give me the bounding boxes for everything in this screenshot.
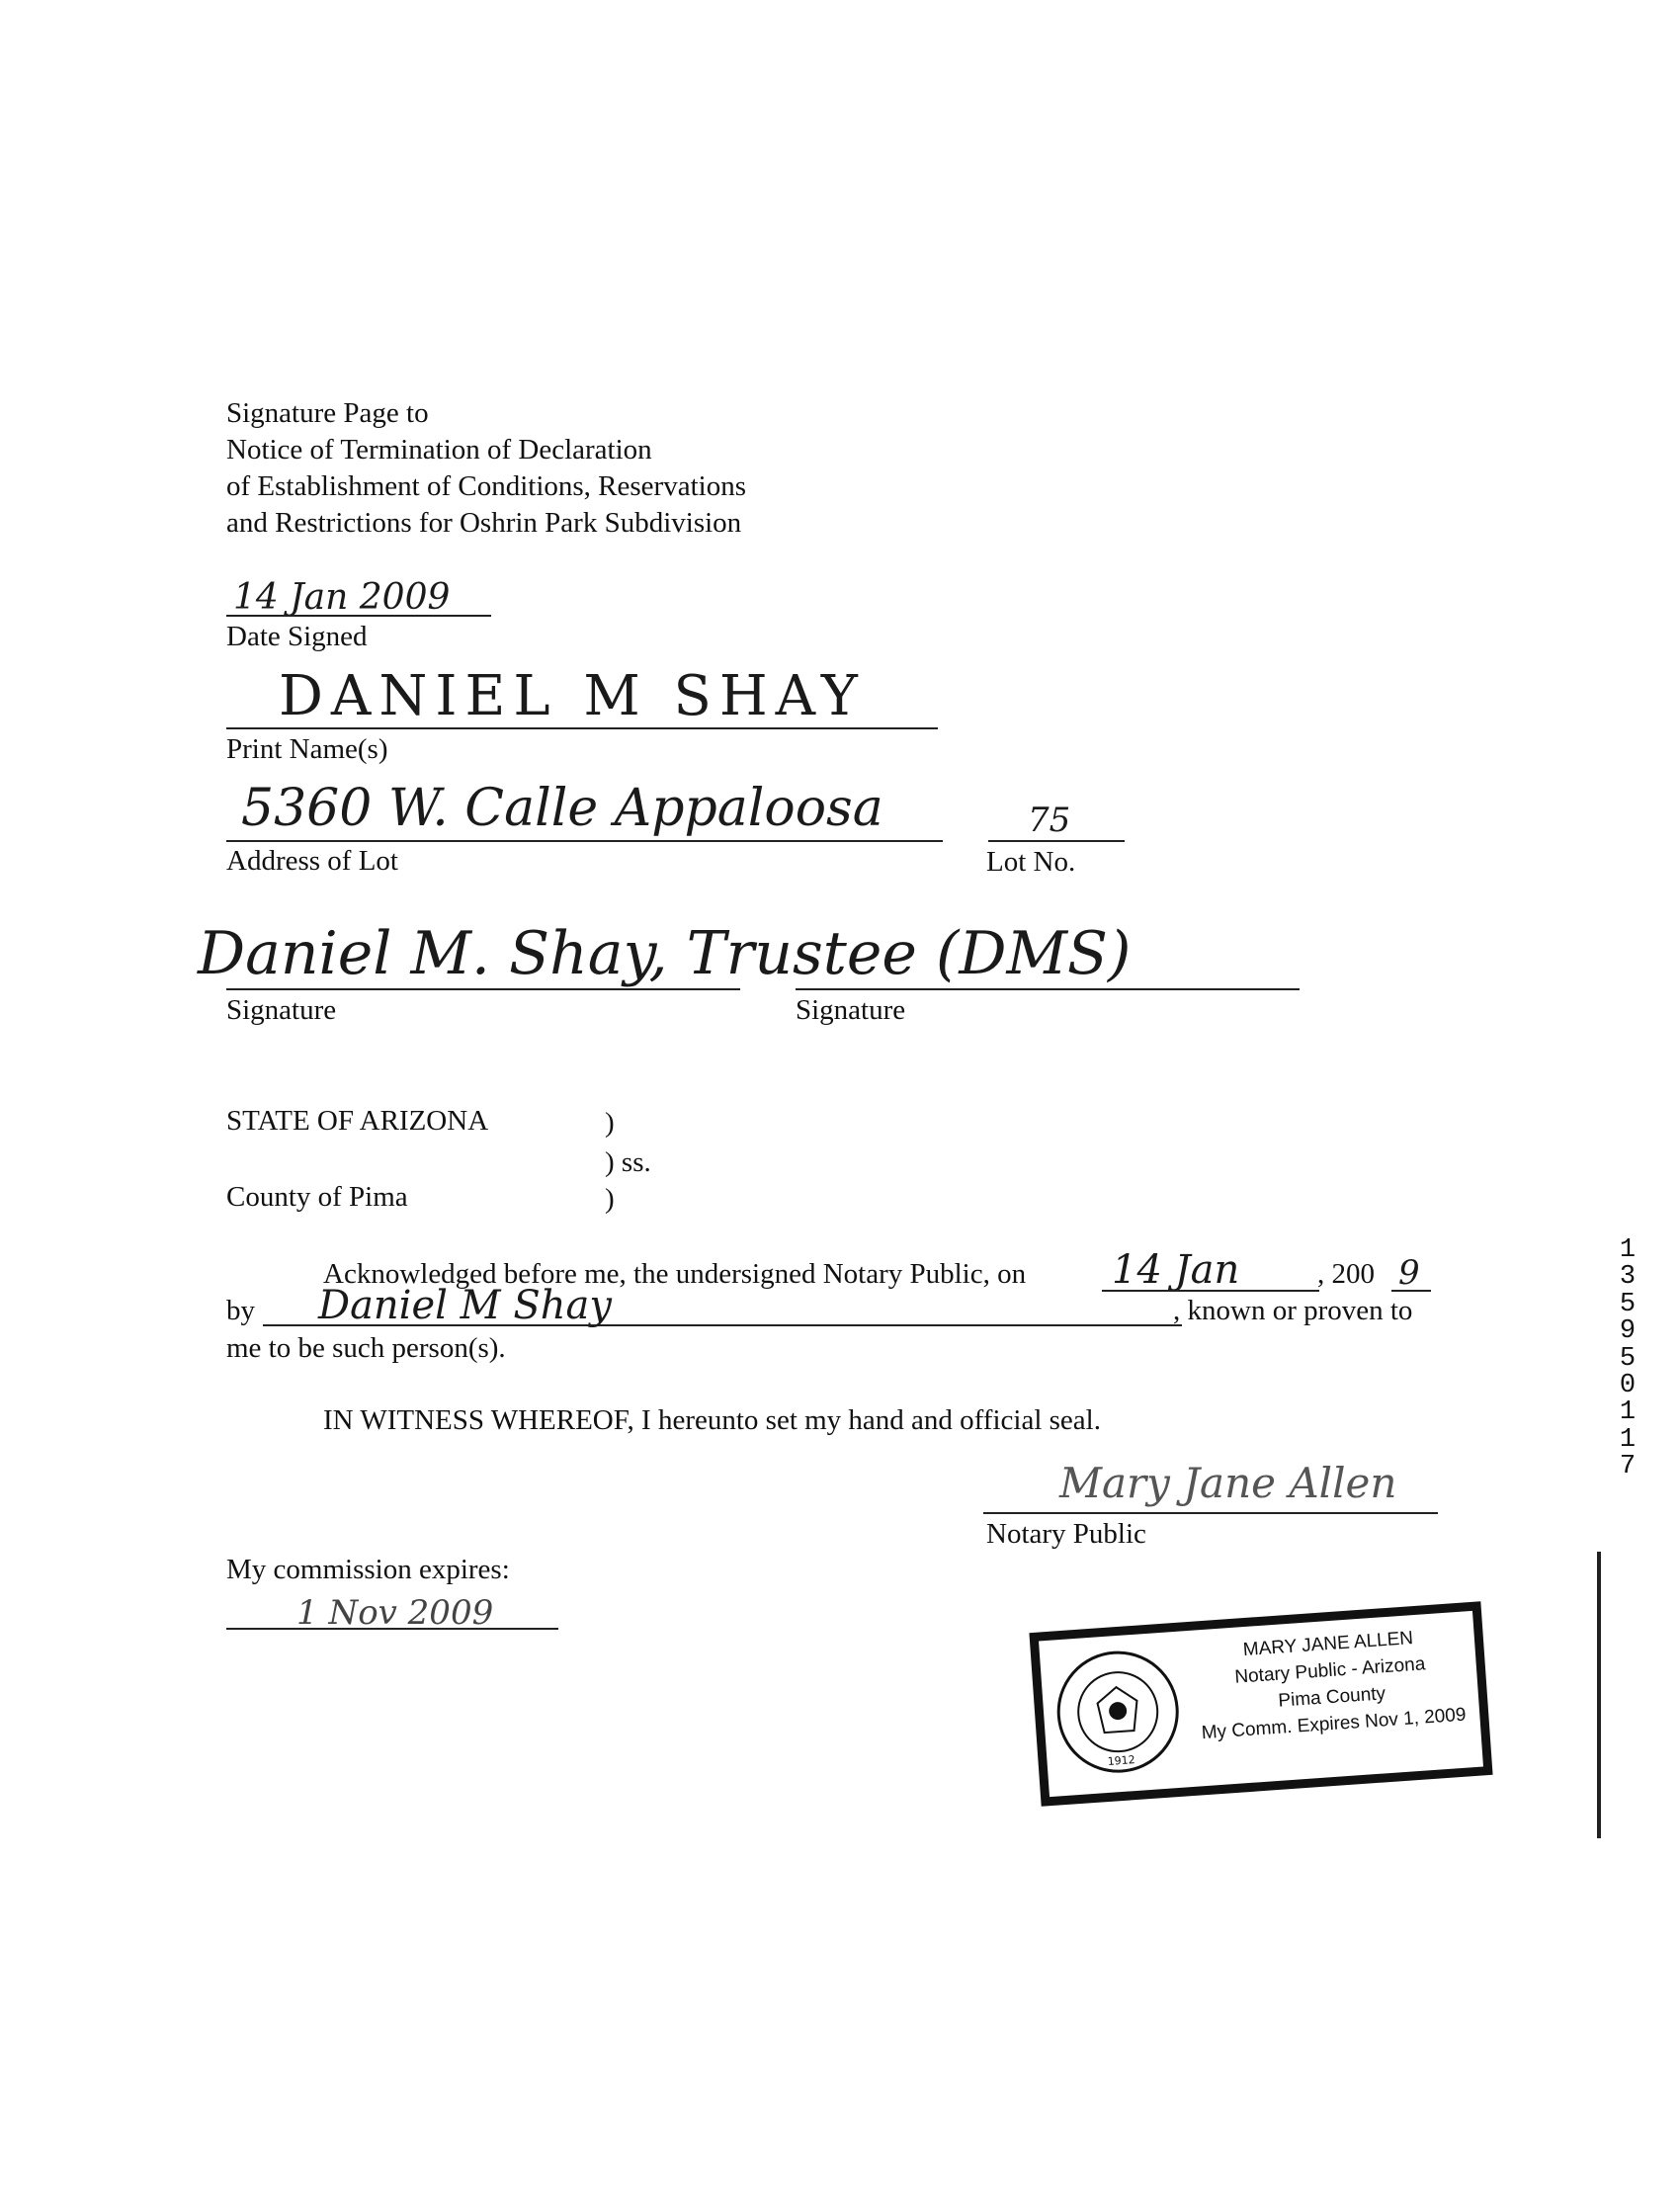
ack-year-line [1391, 1290, 1431, 1292]
signature-line-2 [796, 988, 1300, 990]
print-name-label: Print Name(s) [226, 733, 388, 765]
stamp-expires: My Comm. Expires Nov 1, 2009 [1201, 1704, 1468, 1744]
owner-signature: Daniel M. Shay, Trustee (DMS) [198, 919, 1132, 988]
signature-label-1: Signature [226, 994, 337, 1026]
state-label: STATE OF ARIZONA [226, 1105, 489, 1137]
ack-date-value: 14 Jan [1112, 1247, 1240, 1293]
ack-text-start: Acknowledged before me, the undersigned Notary Public, on [323, 1258, 1027, 1290]
county-label: County of Pima [226, 1181, 408, 1213]
stamp-title: Notary Public - Arizona [1233, 1653, 1426, 1688]
notary-stamp [1029, 1601, 1492, 1807]
date-signed-line [226, 615, 491, 617]
commission-line [226, 1628, 558, 1630]
venue-paren-3: ) [605, 1183, 615, 1215]
arizona-seal-icon [1050, 1644, 1187, 1781]
print-name-line [226, 727, 938, 729]
signature-line-1 [226, 988, 740, 990]
lot-no-line [988, 840, 1125, 842]
heading-line-2: Notice of Termination of Declaration [226, 434, 652, 465]
witness-text: IN WITNESS WHEREOF, I hereunto set my hand and official seal. [323, 1404, 1101, 1436]
document-heading [226, 395, 746, 542]
commission-label: My commission expires: [226, 1554, 510, 1585]
address-value: 5360 W. Calle Appaloosa [241, 779, 883, 838]
stamp-county: Pima County [1277, 1683, 1386, 1712]
heading-line-4: and Restrictions for Oshrin Park Subdivision [226, 507, 742, 539]
ack-by-value: Daniel M Shay [318, 1283, 612, 1328]
signature-label-2: Signature [796, 994, 906, 1026]
print-name-value: DANIEL M SHAY [279, 664, 866, 728]
ack-year-value: 9 [1398, 1253, 1420, 1293]
stamp-text [1179, 1621, 1482, 1748]
notary-label: Notary Public [986, 1518, 1146, 1550]
venue-paren-ss: ) ss. [605, 1146, 651, 1178]
address-line [226, 840, 943, 842]
date-signed-value: 14 Jan 2009 [233, 577, 451, 618]
date-signed-label: Date Signed [226, 621, 368, 652]
ack-line-2: me to be such person(s). [226, 1332, 506, 1364]
notary-signature: Mary Jane Allen [1059, 1459, 1397, 1507]
ack-date-line [1102, 1290, 1319, 1292]
heading-line-1: Signature Page to [226, 397, 429, 429]
scan-edge-mark [1597, 1552, 1601, 1838]
recording-number: 13595 0117 [1619, 1235, 1637, 1482]
seal-year: 1912 [1107, 1753, 1136, 1768]
lot-no-label: Lot No. [986, 846, 1076, 878]
heading-line-3: of Establishment of Conditions, Reservations [226, 470, 746, 502]
stamp-name: MARY JANE ALLEN [1242, 1628, 1414, 1661]
ack-by-label: by [226, 1295, 255, 1326]
commission-value: 1 Nov 2009 [296, 1593, 494, 1633]
ack-by-line [263, 1324, 1182, 1326]
ack-year-prefix: , 200 [1317, 1258, 1375, 1290]
venue-paren-1: ) [605, 1107, 615, 1139]
lot-no-value: 75 [1028, 801, 1071, 840]
address-label: Address of Lot [226, 845, 398, 877]
notary-signature-line [983, 1512, 1438, 1514]
ack-known-text: , known or proven to [1173, 1295, 1413, 1326]
